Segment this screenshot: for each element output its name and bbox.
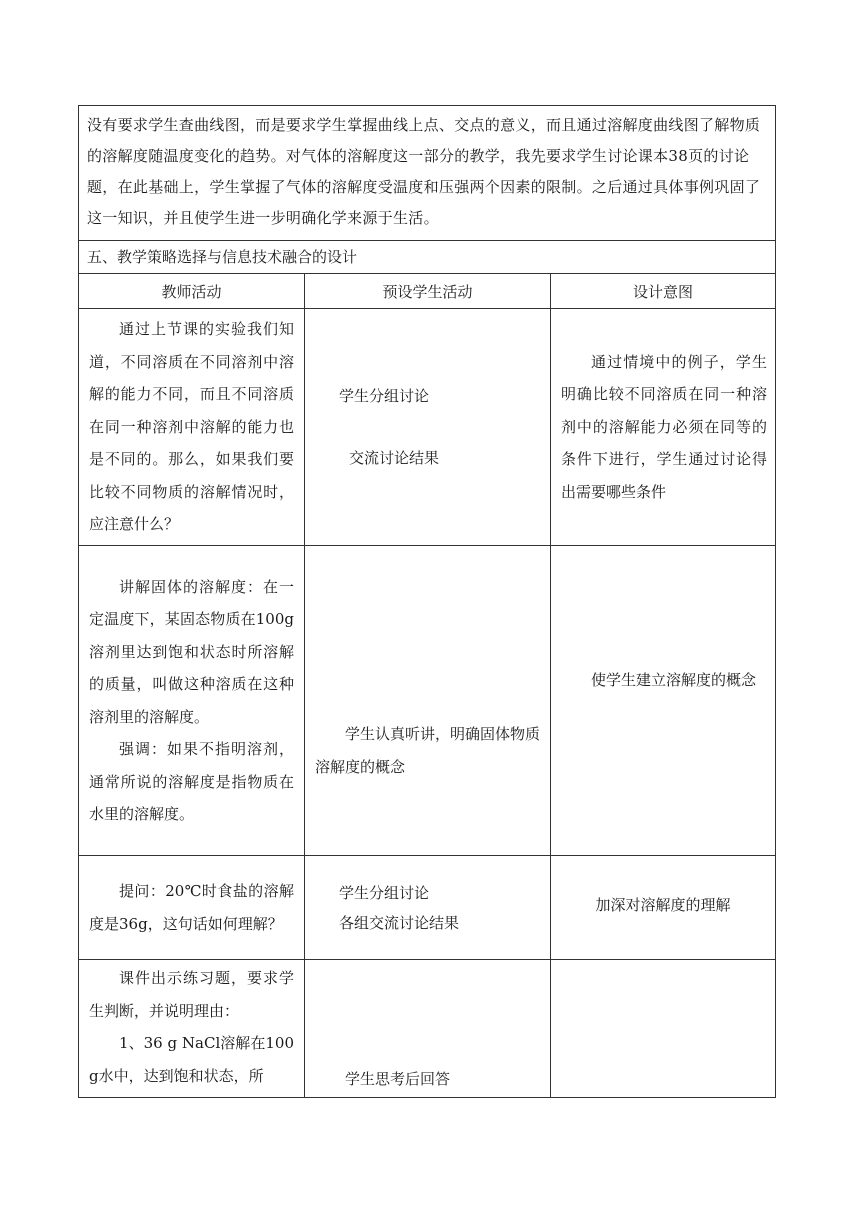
design-intent [551,856,776,960]
student-activity [305,856,551,960]
section-title: 五、教学策略选择与信息技术融合的设计 [79,241,776,274]
design-paragraph: 通过情境中的例子，学生明确比较不同溶质在同一种溶剂中的溶解能力必须在同等的条件下进行，学生通过讨论得出需要哪些条件 [561,352,767,501]
student-line: 学生思考后回答 [345,1069,451,1088]
teacher-activity [79,856,305,960]
teacher-activity [79,960,305,1098]
teacher-activity [79,309,305,546]
teacher-paragraph: 课件出示练习题，要求学生判断，并说明理由： [89,969,294,1020]
header-teacher: 教师活动 [79,274,305,309]
student-line: 学生分组讨论 [339,884,430,902]
header-design: 设计意图 [551,274,776,309]
student-line: 交流讨论结果 [349,449,440,467]
teacher-activity [79,546,305,856]
design-paragraph: 使学生建立溶解度的概念 [591,671,757,690]
student-line: 学生分组讨论 [339,386,430,405]
teacher-paragraph: 1、36 g NaCl溶解在100 g水中，达到饱和状态，所 [89,1034,294,1085]
intro-text: 没有要求学生查曲线图，而是要求学生掌握曲线上点、交点的意义，而且通过溶解度曲线图了解物质的溶解度随温度变化的趋势。对气体的溶解度这一部分的教学，我先要求学生讨论课本38页的讨论题，在此基础上，学生掌握了气体的溶解度受温度和压强两个因素的限制。之后通过具体事例巩固了这一知识，并且使学生进一步明确化学来源于生活。 [79,106,776,241]
design-intent [551,309,776,546]
student-activity [305,546,551,856]
student-activity [305,309,551,546]
design-intent [551,546,776,856]
intro-row [79,106,776,241]
design-intent [551,960,776,1098]
design-paragraph: 加深对溶解度的理解 [595,896,731,915]
student-line: 学生认真听讲，明确固体物质溶解度的概念 [315,725,541,776]
header-student: 预设学生活动 [305,274,551,309]
teacher-paragraph: 讲解固体的溶解度：在一定温度下，某固态物质在100g溶剂里达到饱和状态时所溶解的质量，叫做这种溶质在这种溶剂里的溶解度。 [89,577,294,726]
teacher-paragraph: 强调：如果不指明溶剂，通常所说的溶解度是指物质在水里的溶解度。 [89,740,294,823]
table-row [79,856,776,960]
table-row [79,960,776,1098]
teacher-paragraph: 提问：20℃时食盐的溶解度是36g，这句话如何理解？ [89,882,294,933]
student-line: 各组交流讨论结果 [339,914,460,932]
table-row [79,309,776,546]
table-row [79,546,776,856]
lesson-plan-table [78,105,776,1098]
student-activity [305,960,551,1098]
section-row [79,241,776,274]
header-row [79,274,776,309]
teacher-paragraph: 通过上节课的实验我们知道，不同溶质在不同溶剂中溶解的能力不同，而且不同溶质在同一种溶剂中溶解的能力也是不同的。那么，如果我们要比较不同物质的溶解情况时，应注意什么？ [89,320,294,534]
